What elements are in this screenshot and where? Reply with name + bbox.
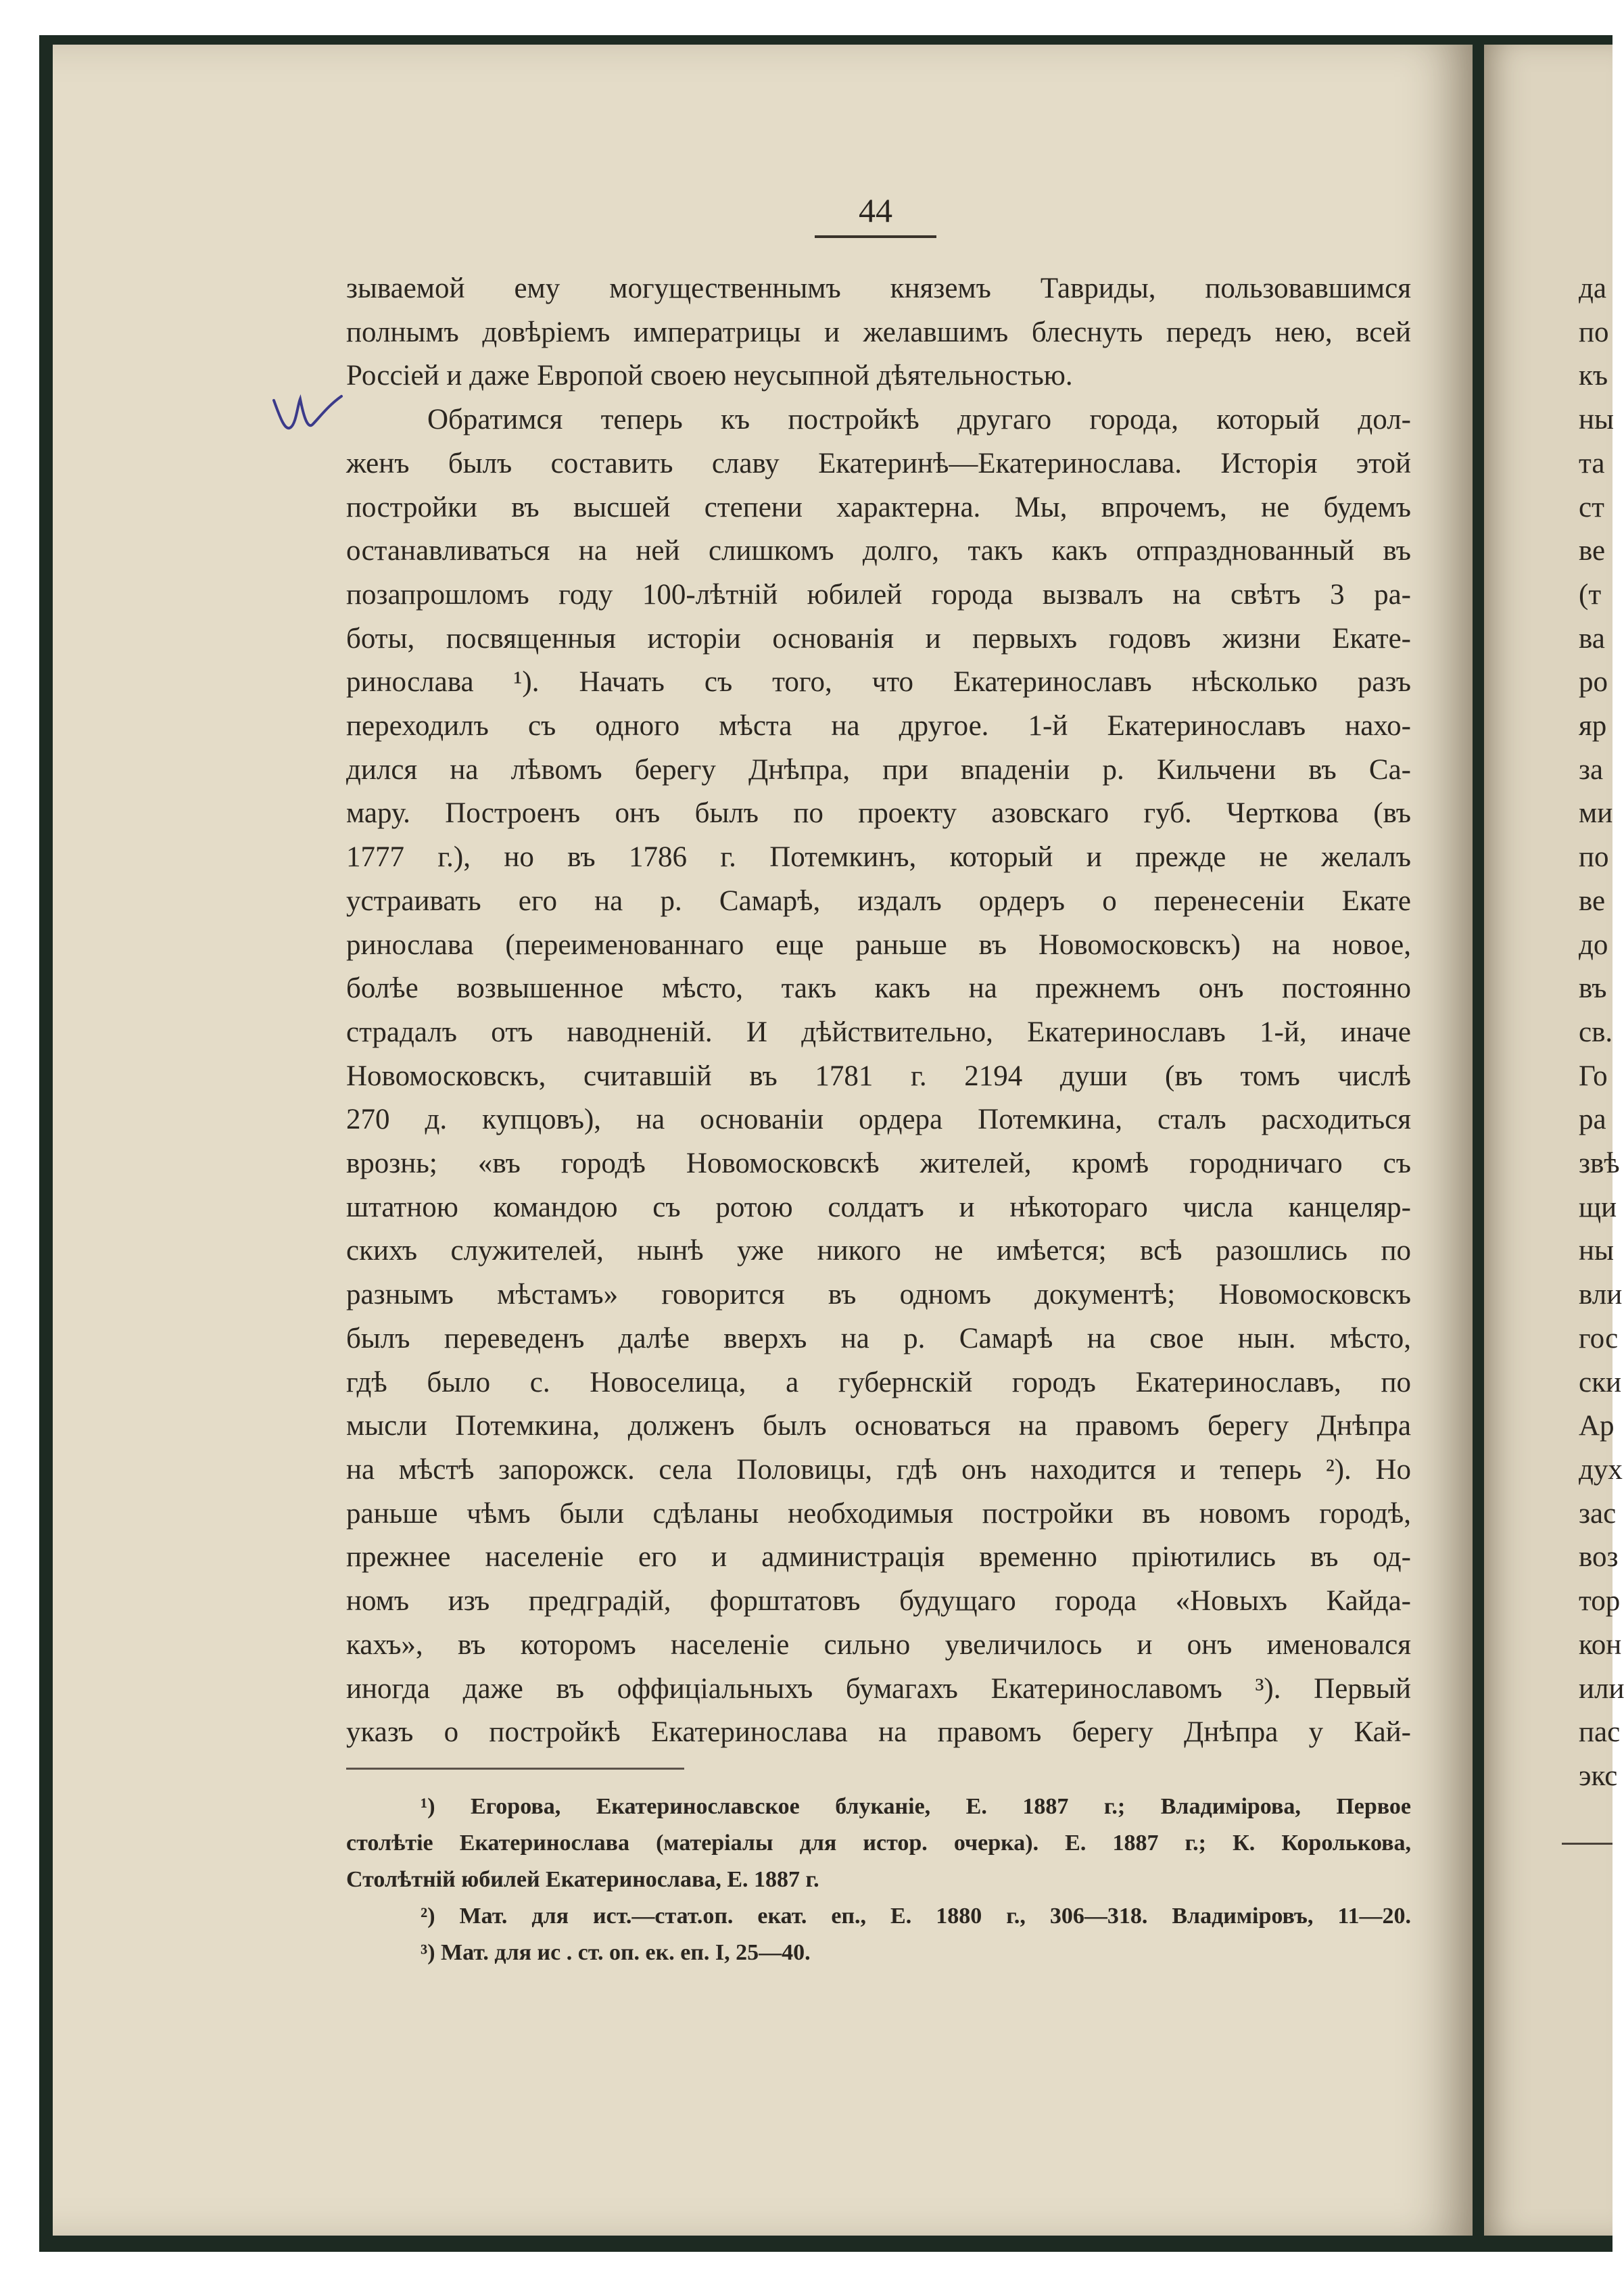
right-page-fragment: воз bbox=[1579, 1541, 1619, 1574]
right-page-fragment: вли bbox=[1579, 1279, 1623, 1311]
right-page-fragment: гос bbox=[1579, 1322, 1619, 1354]
page-number: 44 bbox=[859, 191, 892, 229]
body-line: раньше чѣмъ были сдѣланы необходимыя постройки въ новомъ городѣ, bbox=[346, 1497, 1411, 1530]
footnote-line: ¹) Егорова, Екатеринославское блуканіе, Е. 1887 г.; Владимірова, Первое bbox=[421, 1794, 1411, 1819]
right-page-fragment: ст bbox=[1579, 491, 1604, 523]
body-line: скихъ служителей, нынѣ уже никого не имѣется; всѣ разошлись по bbox=[346, 1235, 1411, 1267]
body-line: прежнее населеніе его и администрація временно пріютились въ од- bbox=[346, 1541, 1411, 1574]
body-line: болѣе возвышенное мѣсто, такъ какъ на прежнемъ онъ постоянно bbox=[346, 972, 1411, 1005]
right-page-rule bbox=[1562, 1843, 1613, 1845]
right-page-fragment: ве bbox=[1579, 884, 1606, 917]
body-line: на мѣстѣ запорожск. села Половицы, гдѣ онъ находится и теперь ²). Но bbox=[346, 1453, 1411, 1486]
right-page-fragment: звѣ bbox=[1579, 1148, 1620, 1180]
right-page-fragment: дух bbox=[1579, 1453, 1623, 1486]
footnote-line: ²) Мат. для ист.—стат.оп. екат. еп., Е. 1880 г., 306—318. Владиміровъ, 11—20. bbox=[421, 1904, 1411, 1929]
body-line: гдѣ было с. Новоселица, а губернскій городъ Екатеринославъ, по bbox=[346, 1366, 1411, 1398]
body-line: зываемой ему могущественнымъ княземъ Тавриды, пользовавшимся bbox=[346, 273, 1411, 304]
body-line: дился на лѣвомъ берегу Днѣпра, при впаденіи р. Кильчени въ Са- bbox=[346, 753, 1411, 786]
right-page-fragment: ра bbox=[1579, 1104, 1606, 1136]
body-line: страдалъ отъ наводненій. И дѣйствительно, Екатеринославъ 1-й, иначе bbox=[346, 1016, 1411, 1048]
body-line: позапрошломъ году 100-лѣтній юбилей города вызвалъ на свѣтъ 3 ра- bbox=[346, 578, 1411, 611]
right-page-fragment: ны bbox=[1579, 1235, 1614, 1267]
body-line: ринослава ¹). Начать съ того, что Екатеринославъ нѣсколько разъ bbox=[346, 666, 1411, 699]
right-page-fragment: пас bbox=[1579, 1716, 1621, 1749]
body-line: боты, посвященныя исторіи основанія и первыхъ годовъ жизни Екате- bbox=[346, 622, 1411, 655]
right-page-fragment: ро bbox=[1579, 666, 1608, 699]
right-page-fragment: ны bbox=[1579, 404, 1614, 436]
body-line: разнымъ мѣстамъ» говорится въ одномъ документѣ; Новомосковскъ bbox=[346, 1279, 1411, 1311]
body-line: устраивать его на р. Самарѣ, издалъ ордеръ о перенесеніи Екате bbox=[346, 884, 1411, 917]
body-line: Новомосковскъ, считавшій въ 1781 г. 2194 души (въ томъ числѣ bbox=[346, 1060, 1411, 1092]
right-page-fragment: до bbox=[1579, 928, 1608, 961]
body-line: мысли Потемкина, долженъ былъ основаться на правомъ берегу Днѣпра bbox=[346, 1410, 1411, 1442]
right-page-fragment: та bbox=[1579, 447, 1605, 479]
right-page-fragment: въ bbox=[1579, 972, 1607, 1005]
body-line: полнымъ довѣріемъ императрицы и желавшимъ блеснуть передъ нею, всей bbox=[346, 316, 1411, 348]
body-line: иногда даже въ оффиціальныхъ бумагахъ Екатеринославомъ ³). Первый bbox=[346, 1672, 1411, 1705]
body-line: врознь; «въ городѣ Новомосковскѣ жителей, кромѣ городничаго съ bbox=[346, 1148, 1411, 1180]
handwritten-pencil-mark-icon bbox=[270, 392, 345, 440]
body-line: 1777 г.), но въ 1786 г. Потемкинъ, который и прежде не желалъ bbox=[346, 841, 1411, 874]
footnote-line: Столѣтній юбилей Екатеринослава, Е. 1887 г. bbox=[346, 1867, 819, 1892]
footnote-separator bbox=[346, 1768, 684, 1770]
body-line: 270 д. купцовъ), на основаніи ордера Потемкина, сталъ расходиться bbox=[346, 1104, 1411, 1136]
right-page-fragment: (т bbox=[1579, 578, 1602, 611]
right-page-fragment: зас bbox=[1579, 1497, 1617, 1530]
right-page-fragment: тор bbox=[1579, 1585, 1621, 1618]
right-page-fragment: по bbox=[1579, 316, 1609, 348]
right-page-fragment: за bbox=[1579, 753, 1604, 786]
right-page-text-fragments bbox=[1579, 267, 1624, 1799]
right-page-fragment: св. bbox=[1579, 1016, 1613, 1048]
body-line: ринослава (переименованнаго еще раньше въ Новомосковскъ) на новое, bbox=[346, 928, 1411, 961]
right-page-fragment: яр bbox=[1579, 710, 1607, 742]
right-page-fragment: Го bbox=[1579, 1060, 1608, 1092]
body-line: штатною командою съ ротою солдатъ и нѣкотораго числа канцеляр- bbox=[346, 1191, 1411, 1223]
body-line: указъ о постройкѣ Екатеринослава на правомъ берегу Днѣпра у Кай- bbox=[346, 1716, 1411, 1749]
right-page-fragment: щи bbox=[1579, 1191, 1617, 1223]
body-line: былъ переведенъ далѣе вверхъ на р. Самарѣ на свое нын. мѣсто, bbox=[346, 1322, 1411, 1354]
body-line: Россіей и даже Европой своею неусыпной дѣятельностью. bbox=[346, 360, 1073, 392]
right-page-fragment: Ар bbox=[1579, 1410, 1615, 1442]
body-line: мару. Построенъ онъ былъ по проекту азовскаго губ. Черткова (въ bbox=[346, 797, 1411, 830]
right-page-fragment: экс bbox=[1579, 1760, 1618, 1792]
right-page-fragment: кон bbox=[1579, 1628, 1622, 1661]
body-line: номъ изъ предградій, форштатовъ будущаго города «Новыхъ Кайда- bbox=[346, 1585, 1411, 1618]
body-line: переходилъ съ одного мѣста на другое. 1-й Екатеринославъ нахо- bbox=[346, 710, 1411, 742]
right-page-fragment: да bbox=[1579, 273, 1606, 304]
right-page-fragment: ми bbox=[1579, 797, 1613, 830]
right-page-fragment: ски bbox=[1579, 1366, 1621, 1398]
right-page-fragment: къ bbox=[1579, 360, 1608, 392]
right-page-fragment: или bbox=[1579, 1672, 1624, 1705]
body-line: кахъ», въ которомъ населеніе сильно увеличилось и онъ именовался bbox=[346, 1628, 1411, 1661]
footnote-line: ³) Мат. для ис . ст. оп. ек. еп. I, 25—40. bbox=[421, 1940, 811, 1965]
body-line: постройки въ высшей степени характерна. Мы, впрочемъ, не будемъ bbox=[346, 491, 1411, 523]
right-page-fragment: по bbox=[1579, 841, 1609, 874]
body-text bbox=[346, 267, 1411, 1755]
body-line: Обратимся теперь къ постройкѣ другаго города, который дол- bbox=[427, 404, 1411, 436]
page-number-underline bbox=[815, 235, 936, 238]
footnote-line: столѣтіе Екатеринослава (матеріалы для истор. очерка). Е. 1887 г.; К. Королькова, bbox=[346, 1831, 1411, 1856]
body-line: женъ былъ составить славу Екатеринѣ—Екатеринослава. Исторія этой bbox=[346, 447, 1411, 479]
body-line: останавливаться на ней слишкомъ долго, такъ какъ отпразднованный въ bbox=[346, 535, 1411, 567]
right-page-fragment: ве bbox=[1579, 535, 1606, 567]
right-page-fragment: ва bbox=[1579, 622, 1605, 655]
footnotes bbox=[346, 1789, 1411, 1971]
